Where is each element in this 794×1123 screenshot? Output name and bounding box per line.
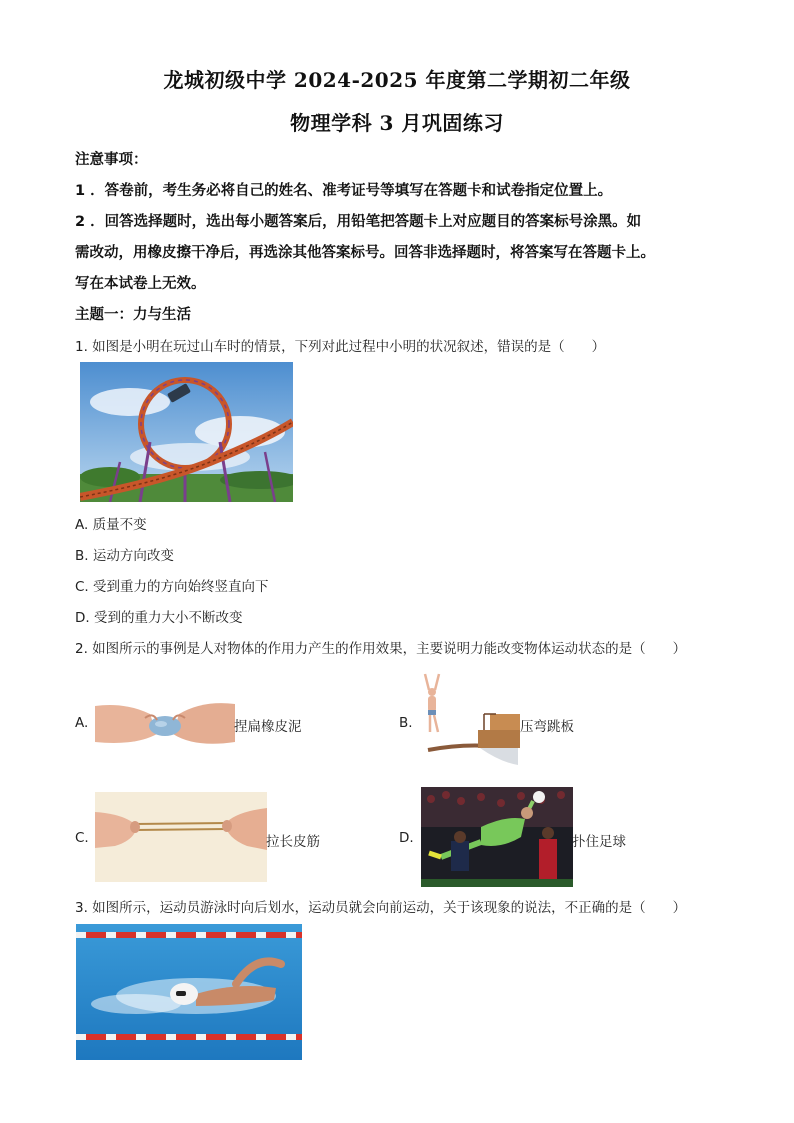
q2-option-b-letter: B. [399,715,413,731]
q2-option-c-text: 拉长皮筋 [266,834,320,850]
q2-option-d-text: 扑住足球 [572,834,626,850]
q2-option-c-letter: C. [75,830,89,846]
q2-option-b-text: 压弯跳板 [520,719,574,735]
q1-stem: 1. 如图是小明在玩过山车时的情景，下列对此过程中小明的状况叙述，错误的是（ ） [75,339,606,355]
clay-squeeze-image [95,694,235,749]
q2-option-a-text: 捏扁橡皮泥 [234,719,302,735]
notice-item-1: 1 ．答卷前，考生务必将自己的姓名、准考证号等填写在答题卡和试卷指定位置上。 [75,183,613,199]
q2-stem: 2. 如图所示的事例是人对物体的作用力产生的作用效果，主要说明力能改变物体运动状态的是（ ） [75,641,687,657]
q1-option-c: C. 受到重力的方向始终竖直向下 [75,579,269,595]
notice-item-2-line1: 2 ．回答选择题时，选出每小题答案后，用铅笔把答题卡上对应题目的答案标号涂黑。如 [75,214,642,230]
q1-option-a: A. 质量不变 [75,517,147,533]
notice-item-2-line2: 需改动，用橡皮擦干净后，再选涂其他答案标号。回答非选择题时，将答案写在答题卡上。 [75,245,655,261]
diving-board-image [420,670,520,765]
notice-heading: 注意事项： [75,152,148,168]
swimmer-image [76,924,302,1060]
q1-option-d: D. 受到的重力大小不断改变 [75,610,243,626]
roller-coaster-image [80,362,293,502]
q3-stem: 3. 如图所示，运动员游泳时向后划水，运动员就会向前运动，关于该现象的说法，不正确的是（ ） [75,900,687,916]
notice-item-2-line3: 写在本试卷上无效。 [75,276,206,292]
goalkeeper-image [421,787,573,887]
rubber-band-image [95,792,267,882]
q2-option-d-letter: D. [399,830,414,846]
section-heading: 主题一：力与生活 [75,307,191,323]
exam-title-line2: 物理学科 3 月巩固练习 [290,111,504,135]
exam-title-line1: 龙城初级中学 2024-2025 年度第二学期初二年级 [163,68,631,92]
q1-option-b: B. 运动方向改变 [75,548,174,564]
q2-option-a-letter: A. [75,715,89,731]
